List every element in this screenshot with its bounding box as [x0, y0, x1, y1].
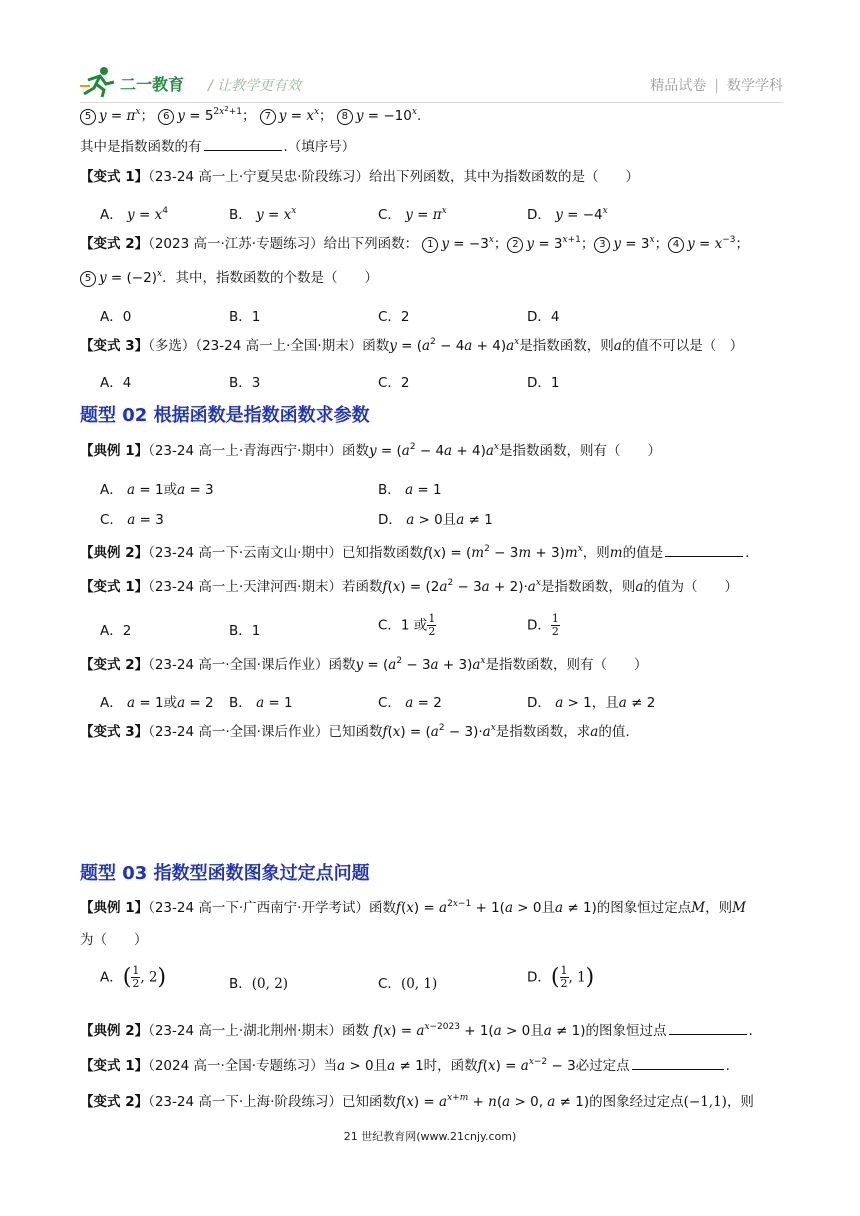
- option-b[interactable]: B． $y = x^x$: [229, 206, 297, 223]
- option-d[interactable]: D．4: [527, 309, 560, 325]
- variant-2-stem-2: 5 $y = (-2)^x$．其中，指数函数的个数是（ ）: [80, 268, 378, 288]
- answer-blank[interactable]: [669, 1022, 747, 1035]
- page-header: [80, 66, 783, 106]
- variant-4-stem: 【变式 1】（2024 高一·全国·专题练习）当a > 0且a ≠ 1时，函数$f(x) = a^{x-2} - 3$必过定点 .: [80, 1057, 730, 1074]
- list-items-5-8: 5 $y = \pi^x$； 6 $y = 5^{2x^2+1}$； 7 $y = x^x$； 8 $y = -10^x$.: [80, 106, 421, 126]
- option-a[interactable]: A．( $\frac{1}{2}$ , 2): [100, 964, 167, 990]
- option-d[interactable]: D． a > 0且a ≠ 1: [378, 512, 493, 528]
- option-c[interactable]: C． a = 2: [378, 695, 442, 711]
- option-a[interactable]: A． a = 1或a = 2: [100, 695, 214, 711]
- option-a[interactable]: A． a = 1或a = 3: [100, 482, 214, 498]
- answer-blank[interactable]: [204, 138, 282, 151]
- variant-3-stem: 【变式 3】（多选）（23-24 高一上·全国·期末）函数$y = (a^2 - 4a + 4)a^x$是指数函数，则a的值不可以是（ ）: [80, 337, 744, 354]
- option-c[interactable]: C． a = 3: [100, 512, 164, 528]
- option-b[interactable]: B． a = 1: [229, 695, 293, 711]
- option-c[interactable]: C．2: [378, 309, 410, 325]
- option-a[interactable]: A． $y = x^4$: [100, 206, 168, 223]
- option-c[interactable]: C．2: [378, 375, 410, 391]
- question-line: 其中是指数函数的有 .（填序号）: [80, 139, 356, 155]
- option-a[interactable]: A．4: [100, 375, 132, 391]
- option-b[interactable]: B．3: [229, 375, 261, 391]
- option-c[interactable]: C． $y = \pi^x$: [378, 206, 447, 223]
- example-4-stem: 【典例 2】（23-24 高一上·湖北荆州·期末）函数 $f(x) = a^{x-2023} + 1(a > 0$且a ≠ 1)的图象恒过点 .: [80, 1022, 753, 1039]
- example-3-stem-2: 为（ ）: [80, 932, 148, 948]
- answer-blank[interactable]: [632, 1057, 724, 1070]
- option-b[interactable]: B．1: [229, 309, 261, 325]
- option-b[interactable]: B． a = 1: [378, 482, 442, 498]
- page-footer: 21 世纪教育网(www.21cnjy.com): [343, 1130, 517, 1143]
- section-title-03: 题型 03 指数型函数图象过定点问题: [80, 863, 370, 884]
- example-3-stem: 【典例 1】（23-24 高一下·广西南宁·开学考试）函数$f(x) = a^{2x-1} + 1(a > 0$且a ≠ 1)的图象恒过定点M，则M: [80, 899, 746, 916]
- variant-1b-stem: 【变式 1】（23-24 高一上·天津河西·期末）若函数$f(x) = (2a^2 - 3a + 2)\cdot a^x$是指数函数，则a的值为（ ）: [80, 578, 738, 595]
- answer-blank[interactable]: [665, 544, 743, 557]
- option-b[interactable]: B．(0, 2): [229, 976, 289, 992]
- runner-logo-icon: [80, 66, 118, 102]
- logo-text: 二一教育: [120, 75, 185, 94]
- slogan: / 让教学更有效: [208, 78, 302, 94]
- section-title-02: 题型 02 根据函数是指数函数求参数: [80, 405, 370, 426]
- option-d[interactable]: D． $y = -4^x$: [527, 206, 608, 223]
- option-d[interactable]: D． a > 1，且a ≠ 2: [527, 695, 656, 711]
- variant-1-stem: 【变式 1】（23-24 高一上·宁夏吴忠·阶段练习）给出下列函数，其中为指数函数的是（ ）: [80, 169, 639, 185]
- header-right: [650, 75, 783, 95]
- variant-2-stem: 【变式 2】（2023 高一·江苏·专题练习）给出下列函数： 1 $y = -3^x$； 2 $y = 3^{x+1}$； 3 $y = 3^x$； 4 $y = x^{-3}$；: [80, 235, 750, 252]
- option-d[interactable]: D． $\frac{1}{2}$: [527, 612, 559, 638]
- option-c[interactable]: C．(0, 1): [378, 976, 438, 992]
- header-tag-2: 数学学科: [727, 78, 783, 94]
- header-separator: |: [714, 78, 719, 94]
- header-tag-1: 精品试卷: [650, 78, 707, 94]
- header-divider: [80, 102, 783, 103]
- variant-2b-stem: 【变式 2】（23-24 高一·全国·课后作业）函数$y = (a^2 - 3a + 3)a^x$是指数函数，则有（ ）: [80, 656, 648, 673]
- option-b[interactable]: B．1: [229, 623, 261, 639]
- option-d[interactable]: D．1: [527, 375, 560, 391]
- option-d[interactable]: D．( $\frac{1}{2}$ , 1): [527, 964, 595, 990]
- example-1-stem: 【典例 1】（23-24 高一上·青海西宁·期中）函数$y = (a^2 - 4a + 4)a^x$是指数函数，则有（ ）: [80, 442, 661, 459]
- example-2-stem: 【典例 2】（23-24 高一下·云南文山·期中）已知指数函数$f(x) = (m^2 - 3m + 3)m^x$，则m的值是 .: [80, 544, 750, 561]
- variant-5-stem: 【变式 2】（23-24 高一下·上海·阶段练习）已知函数$f(x) = a^{x+m} + n(a > 0$, a ≠ 1)的图象经过定点(−1,1)，则: [80, 1093, 754, 1110]
- option-c[interactable]: C．1 或 $\frac{1}{2}$: [378, 612, 436, 638]
- option-a[interactable]: A．0: [100, 309, 132, 325]
- option-a[interactable]: A．2: [100, 623, 132, 639]
- variant-3b-stem: 【变式 3】（23-24 高一·全国·课后作业）已知函数$f(x) = (a^2 - 3)\cdot a^x$是指数函数，求a的值.: [80, 723, 630, 740]
